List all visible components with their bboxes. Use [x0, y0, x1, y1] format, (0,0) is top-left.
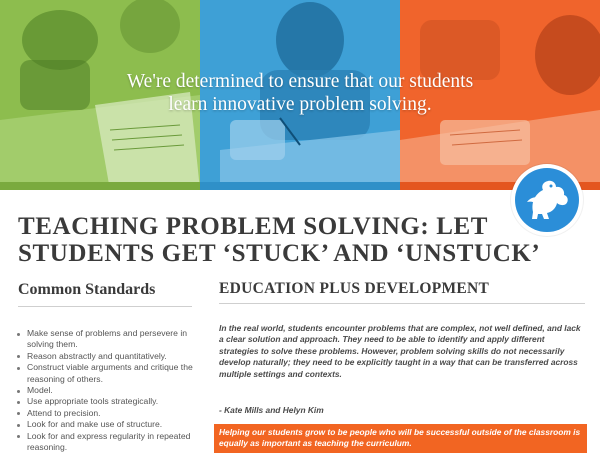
hero-tagline-line1: We're determined to ensure that our students: [126, 71, 474, 92]
standards-list-item: Attend to precision.: [15, 408, 205, 419]
standards-list-item: Construct viable arguments and critique the reasoning of others.: [15, 362, 205, 385]
standards-list-item: Look for and express regularity in repeated reasoning.: [15, 431, 205, 454]
education-quote: In the real world, students encounter problems that are complex, not well defined, and lack a clear solution and approach. They need to be able to identify and apply different strategies to solve these problems. However, problem solving skills do not necessarily develop naturally; they need to be explicitly taught in a way that can be transferred across multiple settings and contexts.: [219, 323, 581, 379]
quote-author: - Kate Mills and Helyn Kim: [219, 405, 324, 415]
callout-box: [214, 424, 587, 453]
hero-banner: [0, 0, 600, 190]
standards-list-item: Make sense of problems and persevere in solving them.: [15, 328, 205, 351]
education-heading: EDUCATION PLUS DEVELOPMENT: [219, 280, 490, 297]
page-title-line2: STUDENTS GET ‘STUCK’ AND ‘UNSTUCK’: [18, 240, 541, 267]
standards-list-item: Reason abstractly and quantitatively.: [15, 351, 205, 362]
hero-tagline-line2: learn innovative problem solving.: [168, 94, 432, 115]
common-standards-heading: Common Standards: [18, 281, 156, 298]
standards-list-item: Look for and make use of structure.: [15, 419, 205, 430]
common-standards-divider: [18, 306, 192, 307]
standards-list-item: Use appropriate tools strategically.: [15, 396, 205, 407]
hero-tagline: [0, 70, 600, 116]
education-divider: [219, 303, 585, 304]
callout-text: Helping our students grow to be people who will be successful outside of the classroom is equally as important as teaching the curriculum.: [219, 427, 581, 449]
page-title-line1: TEACHING PROBLEM SOLVING: LET: [18, 213, 489, 240]
standards-list-item: Model.: [15, 385, 205, 396]
standards-list: [15, 328, 205, 453]
page-title: [18, 213, 588, 267]
hero-color-strip: [0, 182, 600, 190]
